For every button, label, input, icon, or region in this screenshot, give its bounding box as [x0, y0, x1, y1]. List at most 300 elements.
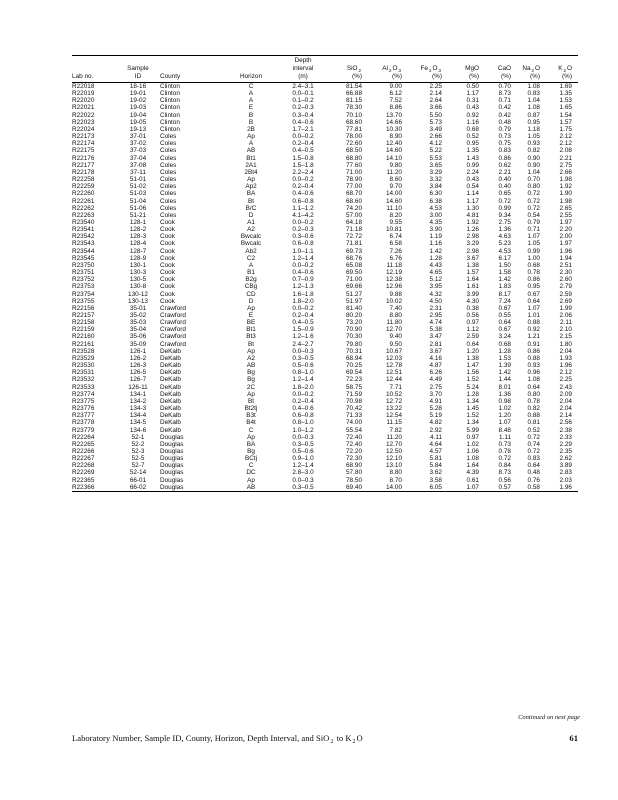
cell-fe2o3: 3.67 — [429, 347, 442, 355]
cell-fe2o3: 3.95 — [429, 283, 442, 291]
cell-cao: 0.73 — [498, 133, 511, 141]
cell-cao: 0.65 — [498, 190, 511, 198]
cell-county: Douglas — [160, 469, 184, 477]
cell-county: DeKalb — [160, 426, 181, 434]
cell-mgo: 3.99 — [466, 290, 479, 298]
cell-cao: 1.50 — [498, 261, 511, 269]
cell-al2o3: 11.10 — [386, 204, 402, 212]
table-row — [72, 341, 578, 348]
cell-county: DeKalb — [160, 347, 181, 355]
cell-horizon: Ap2 — [245, 183, 257, 191]
cell-k2o: 1.97 — [559, 218, 572, 226]
cell-sample-id: 66-01 — [129, 476, 147, 484]
cell-county: Coles — [160, 147, 177, 155]
cell-na2o: 0.82 — [527, 405, 540, 413]
cell-al2o3: 12.72 — [386, 397, 402, 405]
cell-horizon: 2B — [247, 125, 255, 133]
cell-horizon: Ap — [247, 304, 255, 312]
cell-k2o: 2.69 — [559, 297, 572, 305]
cell-mgo: 1.38 — [466, 354, 479, 362]
cell-horizon: AB — [224, 484, 278, 492]
header-sio2: SiO$_2$ — [346, 65, 361, 73]
cell-county: Clinton — [160, 90, 180, 98]
cell-na2o: 0.82 — [527, 147, 540, 155]
cell-cao: 1.42 — [498, 369, 511, 377]
cell-sample-id: 128-9 — [129, 254, 147, 262]
cell-sample-id: 134-1 — [129, 390, 147, 398]
cell-cao: 0.48 — [498, 118, 511, 126]
cell-sio2: 70.31 — [346, 347, 362, 355]
cell-sample-id: 51-04 — [129, 197, 147, 205]
cell-sio2: 77.81 — [346, 125, 362, 133]
cell-sample-id: 52-5 — [131, 455, 145, 463]
table-row — [72, 176, 578, 183]
cell-sample-id: 134-2 — [129, 397, 147, 405]
cell-sio2: 74.20 — [346, 204, 362, 212]
cell-cao: 3.24 — [498, 333, 511, 341]
cell-mgo: 1.34 — [466, 397, 479, 405]
cell-al2o3: 9.40 — [389, 333, 402, 341]
cell-k2o: 2.62 — [559, 455, 572, 463]
cell-k2o: 2.20 — [559, 226, 572, 234]
cell-al2o3: 12.40 — [386, 140, 402, 148]
cell-depth: 1.5–1.8 — [292, 161, 314, 169]
cell-k2o: 1.98 — [559, 176, 572, 184]
cell-cao: 0.57 — [485, 484, 517, 492]
cell-al2o3: 12.44 — [386, 376, 402, 384]
cell-al2o3: 8.60 — [389, 176, 402, 184]
cell-cao: 0.40 — [498, 183, 511, 191]
cell-horizon: A — [248, 261, 254, 269]
cell-al2o3: 11.18 — [386, 261, 402, 269]
cell-sample-id: 52-7 — [131, 462, 145, 470]
cell-mgo: 1.56 — [466, 369, 479, 377]
cell-cao: 0.98 — [498, 397, 511, 405]
cell-cao: 1.11 — [499, 433, 511, 441]
cell-k2o: 2.10 — [559, 326, 572, 334]
cell-mgo: 1.02 — [466, 440, 479, 448]
cell-al2o3: 8.80 — [389, 312, 402, 319]
cell-k2o: 2.60 — [559, 276, 572, 284]
cell-sio2: 70.25 — [346, 362, 362, 370]
cell-fe2o3: 2.81 — [429, 340, 442, 348]
cell-na2o: 0.99 — [527, 247, 540, 255]
cell-county: Douglas — [160, 440, 184, 448]
header-al2o3: $Al_2O_3$ — [382, 65, 401, 73]
cell-al2o3: 9.80 — [389, 161, 402, 169]
cell-county: Cook — [160, 290, 175, 298]
cell-sio2: 78.90 — [346, 176, 362, 184]
cell-sio2: 69.50 — [346, 269, 362, 277]
cell-na2o: 1.01 — [527, 312, 540, 319]
cell-k2o: 2.00 — [559, 233, 572, 241]
cell-sample-id: 19-04 — [129, 111, 147, 119]
cell-lab-no: R22174 — [72, 140, 95, 148]
cell-mgo: 4.81 — [466, 211, 479, 219]
cell-depth: 0.8–1.0 — [292, 369, 314, 377]
table-row — [72, 312, 578, 319]
cell-sample-id: 35-04 — [129, 326, 147, 334]
cell-county: Coles — [160, 154, 177, 162]
cell-sio2: 68.76 — [346, 254, 362, 262]
cell-fe2o3: 3.62 — [429, 469, 442, 477]
cell-k2o: 1.92 — [559, 183, 572, 191]
cell-depth: 0.0–0.3 — [292, 347, 314, 355]
cell-sio2: 71.81 — [346, 240, 362, 248]
cell-depth: 2.2–2.4 — [292, 168, 314, 176]
cell-sio2: 55.54 — [346, 426, 362, 434]
cell-na2o: 0.72 — [527, 197, 540, 205]
cell-na2o: 0.88 — [527, 354, 540, 362]
cell-al2o3: 9.70 — [389, 183, 402, 191]
table-row — [72, 119, 578, 126]
cell-al2o3: 10.30 — [386, 125, 402, 133]
cell-horizon: Bg — [247, 447, 255, 455]
table-row — [72, 448, 578, 455]
cell-county: Coles — [160, 133, 177, 141]
cell-na2o: 0.91 — [527, 340, 540, 348]
cell-cao: 0.75 — [498, 140, 511, 148]
cell-lab-no: R23542 — [72, 233, 95, 241]
cell-county: Crawford — [160, 340, 186, 348]
cell-lab-no: R23530 — [72, 362, 95, 370]
cell-al2o3: 8.90 — [389, 133, 402, 141]
cell-na2o: 0.58 — [517, 484, 546, 492]
cell-mgo: 2.98 — [466, 233, 479, 241]
cell-sio2: 74.00 — [346, 419, 362, 427]
cell-county: Clinton — [160, 104, 180, 112]
cell-k2o: 1.94 — [559, 254, 572, 262]
cell-depth: 0.2–0.4 — [292, 312, 314, 319]
cell-county: Crawford — [160, 326, 186, 334]
cell-county: DeKalb — [160, 376, 181, 384]
cell-sample-id: 51-21 — [129, 211, 147, 219]
cell-sample-id: 35-01 — [129, 304, 147, 312]
cell-mgo: 0.38 — [466, 304, 479, 312]
cell-sio2: 70.90 — [346, 326, 362, 334]
header-pct: (%) — [408, 73, 448, 83]
cell-fe2o3: 1.16 — [429, 240, 442, 248]
cell-lab-no: R22365 — [72, 476, 95, 484]
cell-na2o: 0.78 — [527, 269, 540, 277]
header-pct: (%) — [448, 73, 485, 83]
cell-county: Cook — [160, 233, 175, 241]
cell-county: Douglas — [160, 476, 184, 484]
cell-county: Douglas — [160, 447, 184, 455]
table-row — [72, 90, 578, 97]
cell-mgo: 0.95 — [466, 140, 479, 148]
cell-sample-id: 18-16 — [129, 83, 147, 90]
cell-sio2: 70.98 — [346, 397, 362, 405]
cell-fe2o3: 5.50 — [429, 111, 442, 119]
cell-depth: 0.9–1.0 — [292, 455, 314, 463]
cell-lab-no: R22173 — [72, 133, 95, 141]
cell-fe2o3: 3.58 — [429, 476, 442, 484]
cell-horizon: C — [248, 462, 254, 470]
cell-mgo: 1.07 — [448, 484, 485, 492]
cell-fe2o3: 5.73 — [429, 118, 442, 126]
cell-fe2o3: 4.12 — [429, 140, 442, 148]
cell-mgo: 0.92 — [466, 111, 479, 119]
cell-cao: 4.63 — [498, 233, 511, 241]
cell-al2o3: 14.60 — [386, 197, 402, 205]
cell-k2o: 2.14 — [559, 412, 572, 420]
cell-depth: 1.2–1.4 — [292, 254, 314, 262]
cell-cao: 8.73 — [498, 90, 511, 98]
cell-sample-id: 130-12 — [128, 290, 148, 298]
cell-county: Cook — [160, 247, 175, 255]
cell-depth: 0.1–0.2 — [292, 97, 314, 105]
cell-fe2o3: 5.38 — [429, 326, 442, 334]
cell-horizon: Ab2 — [245, 247, 257, 255]
cell-k2o: 2.12 — [559, 369, 572, 377]
cell-mgo: 0.97 — [466, 433, 479, 441]
cell-mgo: 0.31 — [466, 97, 479, 105]
cell-sio2: 69.40 — [328, 484, 368, 492]
cell-lab-no: R22159 — [72, 326, 95, 334]
cell-cao: 1.36 — [498, 226, 511, 234]
cell-mgo: 1.06 — [466, 447, 479, 455]
cell-county: Cook — [160, 276, 175, 284]
cell-fe2o3: 3.49 — [429, 125, 442, 133]
cell-depth: 0.4–0.6 — [292, 405, 314, 413]
table-header — [72, 57, 578, 83]
cell-sio2: 78.50 — [346, 476, 362, 484]
cell-cao: 1.58 — [498, 269, 511, 277]
cell-al2o3: 7.26 — [389, 247, 402, 255]
cell-county: Cook — [160, 226, 175, 234]
cell-cao: 0.42 — [498, 111, 511, 119]
table-row — [72, 83, 578, 91]
cell-lab-no: R22021 — [72, 104, 95, 112]
cell-na2o: 1.07 — [527, 233, 540, 241]
header-county: County — [160, 73, 224, 83]
cell-horizon: Bwcalc — [240, 240, 262, 248]
cell-al2o3: 14.00 — [368, 484, 408, 492]
cell-horizon: A — [248, 140, 254, 148]
cell-sample-id: 51-01 — [129, 176, 147, 184]
cell-sample-id: 37-11 — [130, 168, 146, 176]
cell-k2o: 2.33 — [559, 433, 572, 441]
cell-depth: 1.5–0.8 — [292, 154, 314, 162]
cell-cao: 0.40 — [498, 176, 511, 184]
cell-sample-id: 51-02 — [129, 183, 147, 191]
cell-al2o3: 12.03 — [386, 354, 402, 362]
table-row — [72, 183, 578, 190]
cell-sample-id: 128-1 — [129, 218, 147, 226]
cell-county: Clinton — [160, 97, 180, 105]
cell-depth: 1.5–0.9 — [292, 326, 314, 334]
cell-horizon: BA — [246, 190, 256, 198]
cell-sio2: 70.30 — [346, 333, 362, 341]
cell-horizon: C — [248, 426, 254, 434]
cell-k2o: 2.15 — [559, 333, 572, 341]
cell-depth: 0.3–0.4 — [292, 111, 314, 119]
cell-lab-no: R23778 — [72, 419, 95, 427]
cell-sio2: 69.66 — [346, 283, 362, 291]
cell-na2o: 1.18 — [527, 125, 540, 133]
table-row — [72, 376, 578, 383]
table-row — [72, 190, 578, 197]
cell-na2o: 0.72 — [527, 204, 540, 212]
cell-county: Douglas — [160, 455, 184, 463]
cell-depth: 0.2–0.3 — [292, 104, 314, 112]
cell-al2o3: 14.60 — [386, 147, 402, 155]
cell-al2o3: 6.58 — [389, 240, 402, 248]
cell-horizon: AB — [246, 362, 256, 370]
cell-sio2: 71.59 — [346, 390, 362, 398]
cell-lab-no: R23529 — [72, 354, 95, 362]
cell-cao: 0.83 — [498, 147, 511, 155]
cell-fe2o3: 3.90 — [429, 226, 442, 234]
table-row — [72, 162, 578, 169]
cell-na2o: 1.07 — [527, 304, 540, 312]
cell-al2o3: 10.81 — [386, 226, 402, 234]
cell-na2o: 0.88 — [527, 412, 540, 420]
cell-lab-no: R23777 — [72, 412, 95, 420]
table-row — [72, 283, 578, 290]
cell-county: Coles — [160, 204, 177, 212]
cell-county: Cook — [160, 254, 175, 262]
cell-county: Crawford — [160, 312, 186, 319]
cell-cao: 8.17 — [498, 290, 511, 298]
cell-depth: 0.0–0.2 — [292, 218, 314, 226]
cell-mgo: 1.52 — [466, 412, 479, 420]
cell-county: Douglas — [160, 484, 224, 492]
cell-mgo: 3.67 — [466, 254, 479, 262]
table-row — [72, 405, 578, 412]
cell-k2o: 2.06 — [559, 312, 572, 319]
cell-horizon: CD — [246, 290, 256, 298]
cell-cao: 0.86 — [498, 154, 511, 162]
cell-al2o3: 12.78 — [386, 362, 402, 370]
cell-na2o: 0.93 — [527, 362, 540, 370]
cell-county: Cook — [160, 297, 175, 305]
cell-depth: 0.0–0.1 — [292, 90, 314, 98]
cell-lab-no: R22157 — [72, 312, 95, 319]
cell-na2o: 1.05 — [527, 133, 540, 141]
cell-horizon: Ap — [247, 176, 255, 184]
cell-k2o: 2.03 — [559, 476, 572, 484]
cell-fe2o3: 4.82 — [429, 419, 442, 427]
cell-sio2: 69.54 — [346, 369, 362, 377]
cell-depth: 4.1–4.2 — [292, 211, 314, 219]
cell-sample-id: 35-03 — [129, 319, 147, 327]
cell-fe2o3: 3.84 — [429, 183, 442, 191]
cell-fe2o3: 2.14 — [429, 90, 442, 98]
cell-county: Coles — [160, 176, 177, 184]
cell-depth: 0.3–0.5 — [292, 354, 314, 362]
table-row — [72, 126, 578, 133]
cell-lab-no: R22158 — [72, 319, 95, 327]
header-mgo: MgO — [465, 65, 479, 72]
cell-lab-no: R23533 — [72, 383, 95, 391]
cell-sio2: 69.73 — [346, 247, 362, 255]
cell-mgo: 0.52 — [466, 133, 479, 141]
cell-na2o: 0.67 — [527, 290, 540, 298]
cell-depth: 1.6–1.8 — [292, 290, 314, 298]
cell-mgo: 1.45 — [466, 405, 479, 413]
cell-sample-id: 126-2 — [129, 354, 147, 362]
cell-sample-id: 128-3 — [129, 233, 147, 241]
cell-county: DeKalb — [160, 383, 181, 391]
cell-sample-id: 19-05 — [129, 118, 147, 126]
cell-mgo: 5.99 — [466, 426, 479, 434]
cell-al2o3: 7.40 — [389, 304, 402, 312]
cell-k2o: 2.38 — [559, 426, 572, 434]
cell-k2o: 1.65 — [559, 104, 572, 112]
cell-lab-no: R22156 — [72, 304, 95, 312]
cell-cao: 1.39 — [498, 362, 511, 370]
cell-mgo: 1.30 — [466, 204, 479, 212]
cell-county: Clinton — [160, 118, 180, 126]
cell-cao: 8.01 — [498, 383, 511, 391]
cell-al2o3: 8.70 — [389, 476, 402, 484]
cell-k2o: 1.57 — [559, 118, 572, 126]
cell-k2o: 2.65 — [559, 204, 572, 212]
cell-fe2o3: 5.84 — [429, 462, 442, 470]
cell-depth: 1.2–1.3 — [292, 283, 314, 291]
cell-county: Douglas — [160, 433, 184, 441]
cell-mgo: 1.64 — [466, 276, 479, 284]
cell-k2o: 1.75 — [559, 125, 572, 133]
table-row — [72, 147, 578, 154]
cell-sample-id: 134-6 — [129, 426, 147, 434]
cell-county: Cook — [160, 269, 175, 277]
cell-depth: 0.4–0.5 — [292, 319, 314, 327]
cell-cao: 9.34 — [498, 211, 511, 219]
cell-horizon: B — [248, 118, 254, 126]
cell-horizon: A — [248, 90, 254, 98]
cell-lab-no: R23751 — [72, 269, 95, 277]
cell-county: Crawford — [160, 333, 186, 341]
cell-mgo: 1.28 — [466, 390, 479, 398]
cell-cao: 0.71 — [498, 97, 511, 105]
cell-mgo: 1.43 — [466, 154, 479, 162]
table-row — [72, 427, 578, 434]
table-row — [72, 455, 578, 462]
cell-cao: 1.53 — [498, 354, 511, 362]
cell-county: DeKalb — [160, 412, 181, 420]
cell-horizon: B4t — [246, 419, 256, 427]
cell-horizon: A — [248, 97, 254, 105]
cell-fe2o3: 4.91 — [429, 397, 442, 405]
cell-county: Douglas — [160, 462, 184, 470]
header-pct: (%) — [517, 73, 546, 83]
cell-cao: 2.75 — [498, 218, 511, 226]
table-row — [72, 248, 578, 255]
cell-lab-no: R23531 — [72, 369, 95, 377]
cell-depth: 0.0–0.2 — [292, 133, 314, 141]
table-row — [72, 212, 578, 219]
cell-sample-id: 51-06 — [129, 204, 147, 212]
cell-k2o: 2.75 — [559, 161, 572, 169]
table-row — [72, 384, 578, 391]
cell-county: Coles — [160, 140, 177, 148]
cell-k2o: 1.53 — [559, 97, 572, 105]
cell-sample-id: 19-13 — [129, 125, 147, 133]
cell-cao: 1.07 — [498, 419, 511, 427]
cell-depth: 2.8–3.0 — [292, 469, 314, 477]
cell-county: Coles — [160, 161, 177, 169]
header-horizon: Horizon — [224, 73, 278, 83]
cell-na2o: 0.64 — [527, 383, 540, 391]
cell-depth: 0.2–0.4 — [292, 183, 314, 191]
cell-cao: 0.78 — [498, 447, 511, 455]
cell-k2o: 2.09 — [559, 390, 572, 398]
cell-mgo: 1.20 — [466, 347, 479, 355]
cell-county: Coles — [160, 190, 177, 198]
